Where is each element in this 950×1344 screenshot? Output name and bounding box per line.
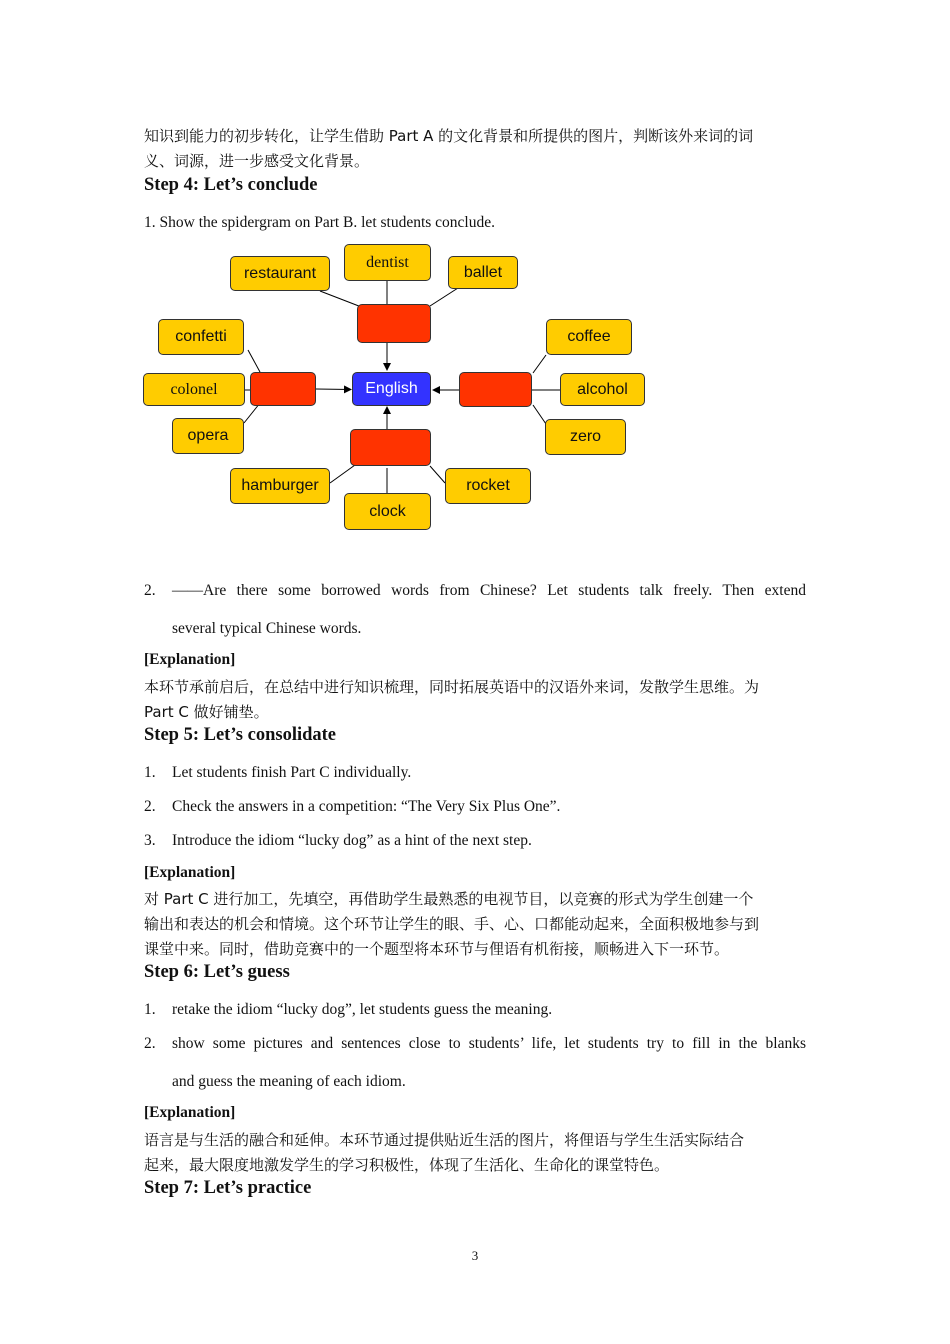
hub-right <box>459 372 532 407</box>
step5-explanation-line-3: 课堂中来。同时，借助竞赛中的一个题型将本环节与俚语有机衔接，顺畅进入下一环节。 <box>144 940 730 958</box>
node-rocket: rocket <box>445 468 531 504</box>
step5-explanation-line-1: 对 Part C 进行加工，先填空，再借助学生最熟悉的电视节目，以竞赛的形式为学生创建一个 <box>144 890 754 908</box>
step4-explanation-line-2: Part C 做好铺垫。 <box>144 703 269 721</box>
step5-item-2-number: 2. <box>144 798 156 815</box>
step6-item-2 <box>144 1031 808 1056</box>
node-coffee: coffee <box>546 319 632 355</box>
hub-top <box>357 304 431 343</box>
hub-left <box>250 372 316 406</box>
step5-item-1 <box>144 760 411 785</box>
step6-explanation-line-1: 语言是与生活的融合和延伸。本环节通过提供贴近生活的图片，将俚语与学生生活实际结合 <box>144 1131 745 1149</box>
step4-explanation-label: [Explanation] <box>144 651 236 668</box>
step6-explanation-label: [Explanation] <box>144 1104 236 1121</box>
node-colonel: colonel <box>143 373 245 406</box>
step4-item-2-number: 2. <box>144 582 156 599</box>
spidergram <box>140 240 660 535</box>
step7-heading: Step 7: Let’s practice <box>144 1178 312 1198</box>
step4-item-1: 1. Show the spidergram on Part B. let students conclude. <box>144 214 495 231</box>
step5-item-2-text: Check the answers in a competition: “The Very Six Plus One”. <box>172 798 561 815</box>
step6-item-2-line-1: show some pictures and sentences close to students’ life, let students try to fill in the blanks <box>172 1035 806 1052</box>
hub-bottom <box>350 429 431 466</box>
page-number: 3 <box>471 1248 479 1263</box>
node-restaurant: restaurant <box>230 256 330 291</box>
step5-item-1-number: 1. <box>144 764 156 781</box>
step5-item-1-text: Let students finish Part C individually. <box>172 764 412 781</box>
node-dentist: dentist <box>344 244 431 281</box>
step5-heading: Step 5: Let’s consolidate <box>144 725 337 745</box>
node-english: English <box>352 372 431 406</box>
step5-explanation-line-2: 输出和表达的机会和情境。这个环节让学生的眼、手、心、口都能动起来，全面积极地参与到 <box>144 915 760 933</box>
step6-item-1-text: retake the idiom “lucky dog”, let students guess the meaning. <box>172 1001 553 1018</box>
step5-item-2 <box>144 794 560 819</box>
intro-line-1: 知识到能力的初步转化，让学生借助 Part A 的文化背景和所提供的图片，判断该外来词的词 <box>144 127 754 145</box>
node-clock: clock <box>344 493 431 530</box>
node-hamburger: hamburger <box>230 468 330 504</box>
node-confetti: confetti <box>158 319 244 355</box>
step4-heading: Step 4: Let’s conclude <box>144 175 318 195</box>
step6-item-2-number: 2. <box>144 1035 156 1052</box>
step6-item-2-line-2: and guess the meaning of each idiom. <box>172 1073 406 1090</box>
step5-item-3-number: 3. <box>144 832 156 849</box>
step4-explanation-line-1: 本环节承前启后，在总结中进行知识梳理，同时拓展英语中的汉语外来词，发散学生思维。为 <box>144 678 760 696</box>
step5-item-3-text: Introduce the idiom “lucky dog” as a hint of the next step. <box>172 832 532 849</box>
step5-explanation-label: [Explanation] <box>144 864 236 881</box>
node-ballet: ballet <box>448 256 518 289</box>
step4-item-2-line-2: several typical Chinese words. <box>172 620 362 637</box>
step6-heading: Step 6: Let’s guess <box>144 962 290 982</box>
node-alcohol: alcohol <box>560 373 645 406</box>
intro-line-2: 义、词源，进一步感受文化背景。 <box>144 152 370 170</box>
step4-item-2-line-1: ——Are there some borrowed words from Chinese? Let students talk freely. Then extend <box>172 582 806 599</box>
step6-item-1-number: 1. <box>144 1001 156 1018</box>
step6-explanation-line-2: 起来，最大限度地激发学生的学习积极性，体现了生活化、生命化的课堂特色。 <box>144 1156 670 1174</box>
node-zero: zero <box>545 419 626 455</box>
step5-item-3 <box>144 828 532 853</box>
step6-item-1 <box>144 997 552 1022</box>
node-opera: opera <box>172 418 244 454</box>
step4-item-2 <box>144 578 808 603</box>
